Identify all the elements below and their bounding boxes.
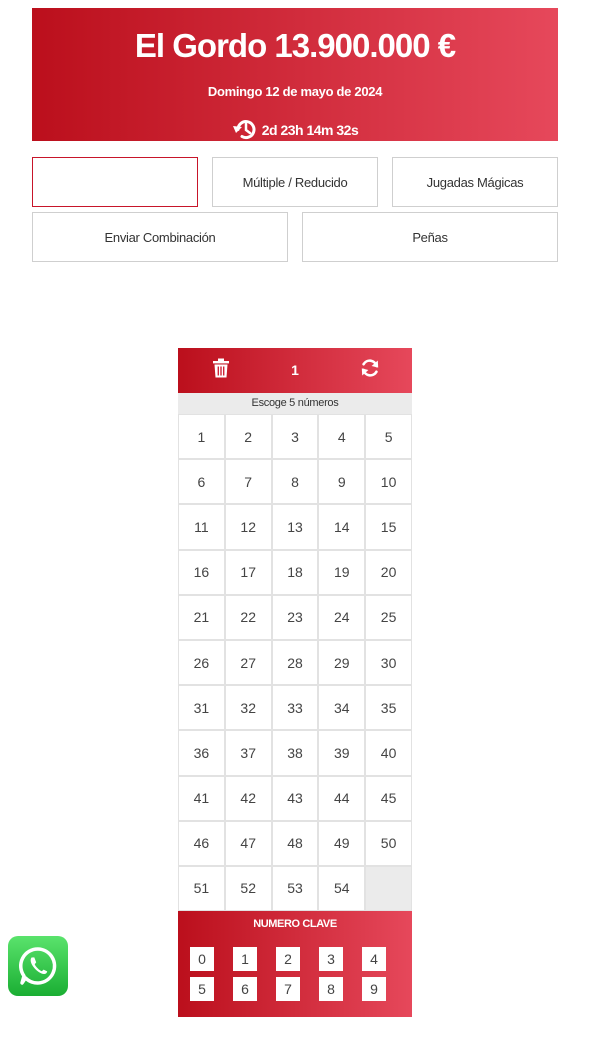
tab-penas[interactable]: Peñas [302, 212, 558, 262]
jackpot-title: El Gordo 13.900.000 € [134, 27, 456, 64]
number-cell[interactable]: 24 [319, 596, 364, 639]
clave-number-box[interactable]: 7 [276, 977, 300, 1001]
number-cell[interactable]: 10 [366, 460, 411, 503]
countdown [32, 118, 558, 141]
ticket-instruction: Escoge 5 números [178, 393, 412, 414]
number-cell[interactable]: 37 [226, 731, 271, 774]
number-cell[interactable]: 4 [319, 415, 364, 458]
number-cell[interactable]: 29 [319, 641, 364, 684]
number-cell[interactable]: 36 [179, 731, 224, 774]
number-cell[interactable]: 7 [226, 460, 271, 503]
number-cell[interactable]: 43 [273, 777, 318, 820]
number-cell[interactable]: 22 [226, 596, 271, 639]
number-cell[interactable]: 39 [319, 731, 364, 774]
number-cell[interactable]: 38 [273, 731, 318, 774]
number-cell[interactable]: 3 [273, 415, 318, 458]
number-cell[interactable]: 18 [273, 551, 318, 594]
number-cell[interactable]: 44 [319, 777, 364, 820]
number-cell[interactable]: 35 [366, 686, 411, 729]
number-cell[interactable]: 32 [226, 686, 271, 729]
number-cell[interactable]: 31 [179, 686, 224, 729]
number-cell[interactable]: 52 [226, 867, 271, 910]
numero-clave-section [178, 911, 412, 1017]
number-cell[interactable]: 33 [273, 686, 318, 729]
number-cell[interactable]: 45 [366, 777, 411, 820]
whatsapp-button[interactable] [8, 936, 68, 996]
number-cell[interactable]: 48 [273, 822, 318, 865]
trash-icon[interactable] [211, 358, 231, 378]
clave-row [190, 977, 386, 1001]
number-cell[interactable]: 23 [273, 596, 318, 639]
number-cell[interactable]: 27 [226, 641, 271, 684]
clave-number-box[interactable]: 4 [362, 947, 386, 971]
number-cell[interactable]: 41 [179, 777, 224, 820]
number-cell[interactable]: 47 [226, 822, 271, 865]
ticket [178, 348, 412, 1017]
clave-number-box[interactable]: 9 [362, 977, 386, 1001]
number-cell[interactable]: 11 [179, 505, 224, 548]
number-cell[interactable]: 51 [179, 867, 224, 910]
clave-number-box[interactable]: 1 [233, 947, 257, 971]
clave-number-box[interactable]: 2 [276, 947, 300, 971]
empty-cell [366, 867, 411, 910]
clave-number-box[interactable]: 6 [233, 977, 257, 1001]
numero-clave-title: NUMERO CLAVE [253, 918, 337, 931]
number-cell[interactable]: 30 [366, 641, 411, 684]
tab-boleto-directo[interactable]: Boleto Directo [32, 157, 198, 207]
clave-row [190, 947, 386, 971]
number-cell[interactable]: 13 [273, 505, 318, 548]
number-cell[interactable]: 8 [273, 460, 318, 503]
number-cell[interactable]: 1 [179, 415, 224, 458]
tab-enviar-combinacion[interactable]: Enviar Combinación [32, 212, 288, 262]
number-cell[interactable]: 15 [366, 505, 411, 548]
number-cell[interactable]: 46 [179, 822, 224, 865]
number-cell[interactable]: 34 [319, 686, 364, 729]
ticket-header [178, 348, 412, 393]
number-cell[interactable]: 2 [226, 415, 271, 458]
ticket-number: 1 [291, 362, 299, 378]
number-cell[interactable]: 6 [179, 460, 224, 503]
timer-icon [232, 118, 258, 141]
number-cell[interactable]: 9 [319, 460, 364, 503]
number-cell[interactable]: 54 [319, 867, 364, 910]
countdown-text: 2d 23h 14m 32s [261, 121, 359, 138]
whatsapp-icon [16, 944, 60, 988]
number-cell[interactable]: 12 [226, 505, 271, 548]
number-cell[interactable]: 5 [366, 415, 411, 458]
number-cell[interactable]: 20 [366, 551, 411, 594]
number-cell[interactable]: 42 [226, 777, 271, 820]
number-cell[interactable]: 26 [179, 641, 224, 684]
clave-number-box[interactable]: 5 [190, 977, 214, 1001]
jackpot-banner [32, 8, 558, 141]
number-cell[interactable]: 19 [319, 551, 364, 594]
number-cell[interactable]: 40 [366, 731, 411, 774]
clave-number-box[interactable]: 0 [190, 947, 214, 971]
number-grid [178, 414, 412, 911]
draw-date: Domingo 12 de mayo de 2024 [207, 84, 383, 99]
number-cell[interactable]: 49 [319, 822, 364, 865]
tab-jugadas-magicas[interactable]: Jugadas Mágicas [392, 157, 558, 207]
refresh-icon[interactable] [360, 358, 380, 378]
number-cell[interactable]: 21 [179, 596, 224, 639]
number-cell[interactable]: 16 [179, 551, 224, 594]
number-cell[interactable]: 14 [319, 505, 364, 548]
clave-number-box[interactable]: 3 [319, 947, 343, 971]
number-cell[interactable]: 17 [226, 551, 271, 594]
number-cell[interactable]: 28 [273, 641, 318, 684]
tab-multiple-reducido[interactable]: Múltiple / Reducido [212, 157, 378, 207]
number-cell[interactable]: 25 [366, 596, 411, 639]
clave-number-box[interactable]: 8 [319, 977, 343, 1001]
number-cell[interactable]: 53 [273, 867, 318, 910]
number-cell[interactable]: 50 [366, 822, 411, 865]
